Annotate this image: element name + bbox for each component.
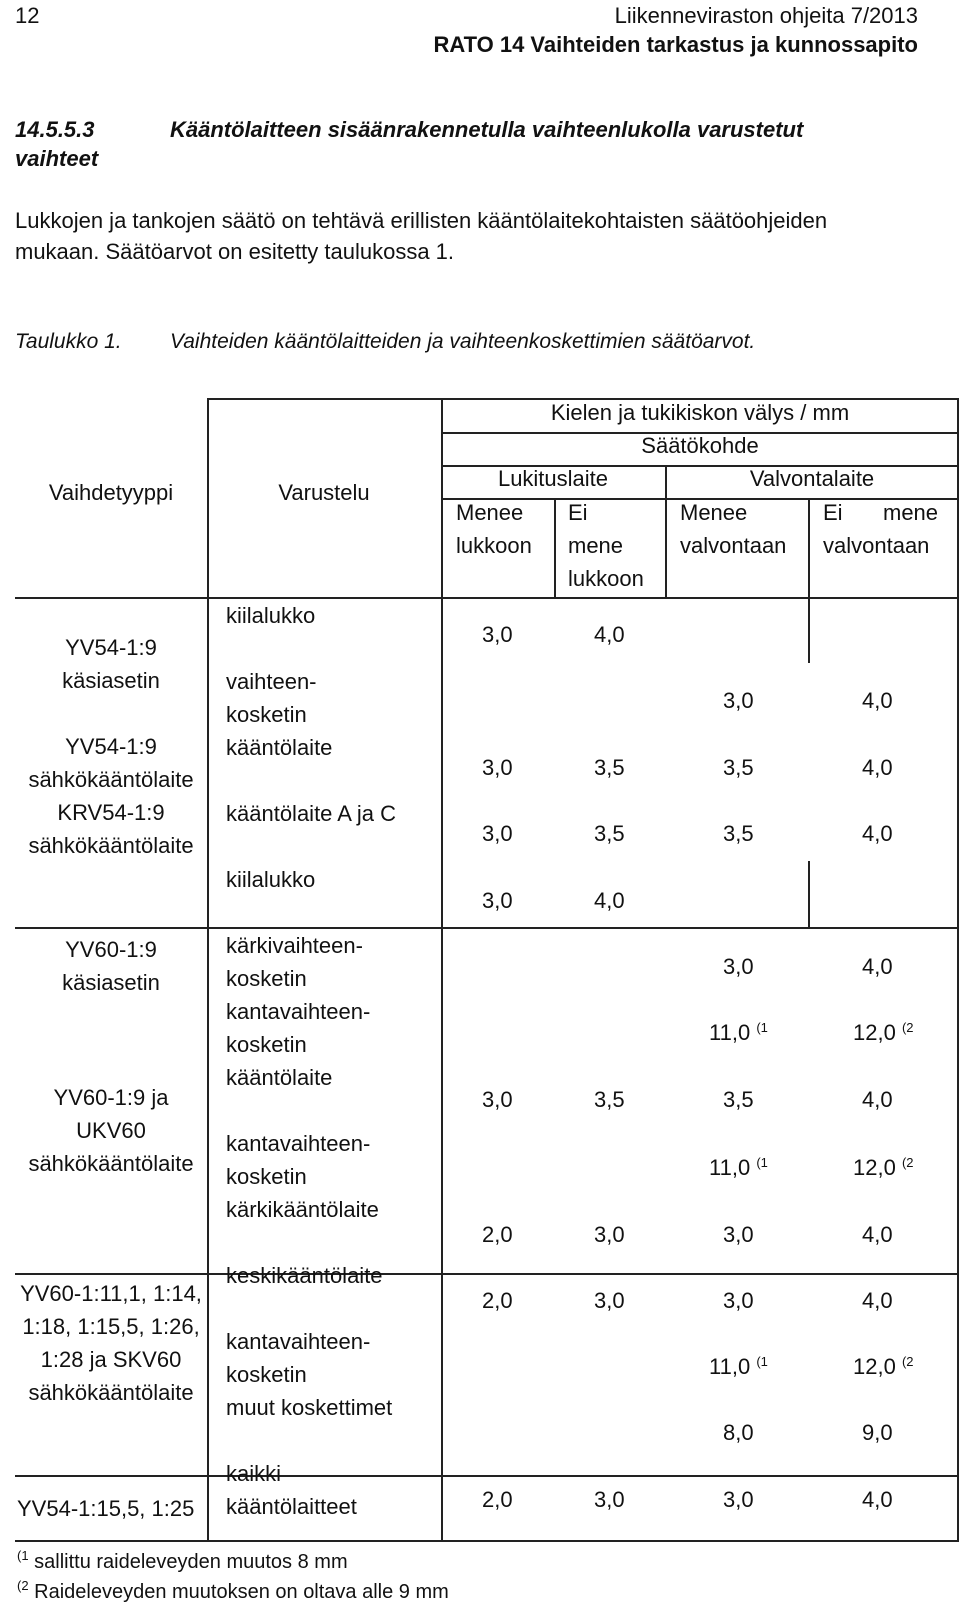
equip-kaikki-1: kaikki [226,1461,282,1486]
value-cell: 11,0 $^{(1}$ [709,1155,768,1180]
publisher-line: Liikenneviraston ohjeita 7/2013 [614,3,918,28]
header-ei-valvontaan-1: Ei [823,500,843,525]
value-cell: 3,5 [723,755,754,780]
equip-karkivaihteen-2: kosketin [226,966,307,991]
value-cell: 2,0 [482,1487,513,1512]
value-cell: 4,0 [862,755,893,780]
type-yv54-sahko-1: YV54-1:9 [65,734,157,759]
equip-muut-koskettimet: muut koskettimet [226,1395,393,1420]
equip-kaantolaite-1: kääntölaite [226,735,333,760]
equip-kaikki-2: kääntölaitteet [226,1494,357,1519]
table-caption-text: Vaihteiden kääntölaitteiden ja vaihteenkoskettimien säätöarvot. [170,330,756,353]
header-top: Kielen ja tukikiskon välys / mm [550,400,850,425]
value-cell: 3,5 [723,821,754,846]
value-cell: 3,0 [723,954,754,979]
value-cell: 3,5 [594,1087,625,1112]
value-cell: 9,0 [862,1420,893,1445]
table-rule [15,1273,959,1275]
value-cell: 4,0 [862,1222,893,1247]
value-cell: 3,0 [594,1487,625,1512]
equip-kantavaihteen-a2: kosketin [226,1032,307,1057]
equip-kiilalukko-1: kiilalukko [226,603,316,628]
section-number: 14.5.5.3 [15,117,95,142]
type-yv60-multi-3: 1:28 ja SKV60 [40,1347,182,1372]
equip-karkikaantolaite: kärkikääntölaite [226,1197,379,1222]
table-rule [15,1475,959,1477]
table-rule [808,498,810,597]
type-yv60-ukv60-1: YV60-1:9 ja [53,1085,169,1110]
table-rule [554,498,556,597]
footnote-2: $^{(2}$ Raideleveyden muutoksen on oltava alle 9 mm [17,1578,449,1603]
type-yv60-multi-2: 1:18, 1:15,5, 1:26, [22,1314,200,1339]
value-cell: 12,0 $^{(2}$ [853,1354,914,1379]
table-rule [15,597,959,599]
value-cell: 3,0 [482,1087,513,1112]
header-lukituslaite: Lukituslaite [497,466,609,491]
table-caption-label: Taulukko 1. [15,330,122,353]
value-cell: 4,0 [862,1487,893,1512]
header-valvontalaite: Valvontalaite [749,466,875,491]
equip-kaantolaite-2: kääntölaite [226,1065,333,1090]
type-yv60-kasiasetin-2: käsiasetin [62,970,160,995]
value-cell: 3,0 [482,821,513,846]
value-cell: 11,0 $^{(1}$ [709,1020,768,1045]
header-vaihdetyyppi: Vaihdetyyppi [48,480,174,505]
value-cell: 2,0 [482,1288,513,1313]
value-cell: 12,0 $^{(2}$ [853,1155,914,1180]
equip-kantavaihteen-b1: kantavaihteen- [226,1131,371,1156]
table-rule [207,398,209,1542]
type-krv54-1: KRV54-1:9 [57,800,165,825]
table-rule [808,861,810,927]
type-yv60-ukv60-3: sähkökääntölaite [28,1151,194,1176]
header-ei-valvontaan-1b: mene [883,500,939,525]
equip-keskikaantolaite: keskikääntölaite [226,1263,383,1288]
type-yv54-kasiasetin-2: käsiasetin [62,668,160,693]
equip-vaihteenkosketin-2: kosketin [226,702,307,727]
table-border [15,1540,959,1542]
type-krv54-2: sähkökääntölaite [28,833,194,858]
type-yv54-sahko-2: sähkökääntölaite [28,767,194,792]
header-menee-valvontaan-2: valvontaan [680,533,787,558]
equip-kantavaihteen-c2: kosketin [226,1362,307,1387]
paragraph-line2: mukaan. Säätöarvot on esitetty taulukossa 1. [15,239,455,264]
value-cell: 8,0 [723,1420,754,1445]
table-rule [15,927,959,929]
type-yv60-ukv60-2: UKV60 [76,1118,146,1143]
value-cell: 3,0 [723,1487,754,1512]
equip-kiilalukko-2: kiilalukko [226,867,316,892]
value-cell: 3,0 [594,1288,625,1313]
table-rule [808,597,810,663]
value-cell: 3,0 [723,688,754,713]
table-border [957,398,959,1542]
paragraph-line1: Lukkojen ja tankojen säätö on tehtävä erillisten kääntölaitekohtaisten säätöohjeiden [15,208,828,233]
value-cell: 12,0 $^{(2}$ [853,1020,914,1045]
value-cell: 3,0 [723,1288,754,1313]
value-cell: 3,5 [723,1087,754,1112]
equip-vaihteenkosketin-1: vaihteen- [226,669,317,694]
header-mene: mene [568,533,624,558]
header-menee-valvontaan-1: Menee [680,500,748,525]
value-cell: 11,0 $^{(1}$ [709,1354,768,1379]
value-cell: 4,0 [862,821,893,846]
value-cell: 4,0 [862,1288,893,1313]
value-cell: 3,0 [482,755,513,780]
type-yv60-multi-4: sähkökääntölaite [28,1380,194,1405]
section-title-line1: Kääntölaitteen sisäänrakennetulla vaihteenlukolla varustetut [170,117,804,142]
equip-kantavaihteen-a1: kantavaihteen- [226,999,371,1024]
header-saatokohde: Säätökohde [641,433,759,458]
value-cell: 3,0 [482,622,513,647]
equip-kantavaihteen-c1: kantavaihteen- [226,1329,371,1354]
value-cell: 2,0 [482,1222,513,1247]
page-number: 12 [15,3,40,28]
type-yv60-multi-1: YV60-1:11,1, 1:14, [20,1281,202,1306]
header-ei: Ei [568,500,588,525]
header-lukkoon-2: lukkoon [568,566,644,591]
header-ei-valvontaan-2: valvontaan [823,533,930,558]
header-lukkoon: lukkoon [456,533,532,558]
value-cell: 3,5 [594,755,625,780]
value-cell: 4,0 [594,622,625,647]
value-cell: 4,0 [594,888,625,913]
value-cell: 4,0 [862,954,893,979]
equip-karkivaihteen-1: kärkivaihteen- [226,933,363,958]
value-cell: 4,0 [862,1087,893,1112]
type-yv54-15: YV54-1:15,5, 1:25 [17,1496,195,1521]
equip-kantavaihteen-b2: kosketin [226,1164,307,1189]
header-varustelu: Varustelu [278,480,370,505]
value-cell: 3,0 [594,1222,625,1247]
type-yv54-kasiasetin-1: YV54-1:9 [65,635,157,660]
value-cell: 4,0 [862,688,893,713]
value-cell: 3,0 [723,1222,754,1247]
document-title: RATO 14 Vaihteiden tarkastus ja kunnossapito [433,32,918,57]
header-menee: Menee [456,500,524,525]
value-cell: 3,0 [482,888,513,913]
equip-kaantolaite-ac: kääntölaite A ja C [226,801,397,826]
table-rule [441,398,443,1542]
section-title-line2: vaihteet [15,146,99,171]
type-yv60-kasiasetin-1: YV60-1:9 [65,937,157,962]
value-cell: 3,5 [594,821,625,846]
footnote-1: $^{(1}$ sallittu raideleveyden muutos 8 mm [17,1548,348,1573]
